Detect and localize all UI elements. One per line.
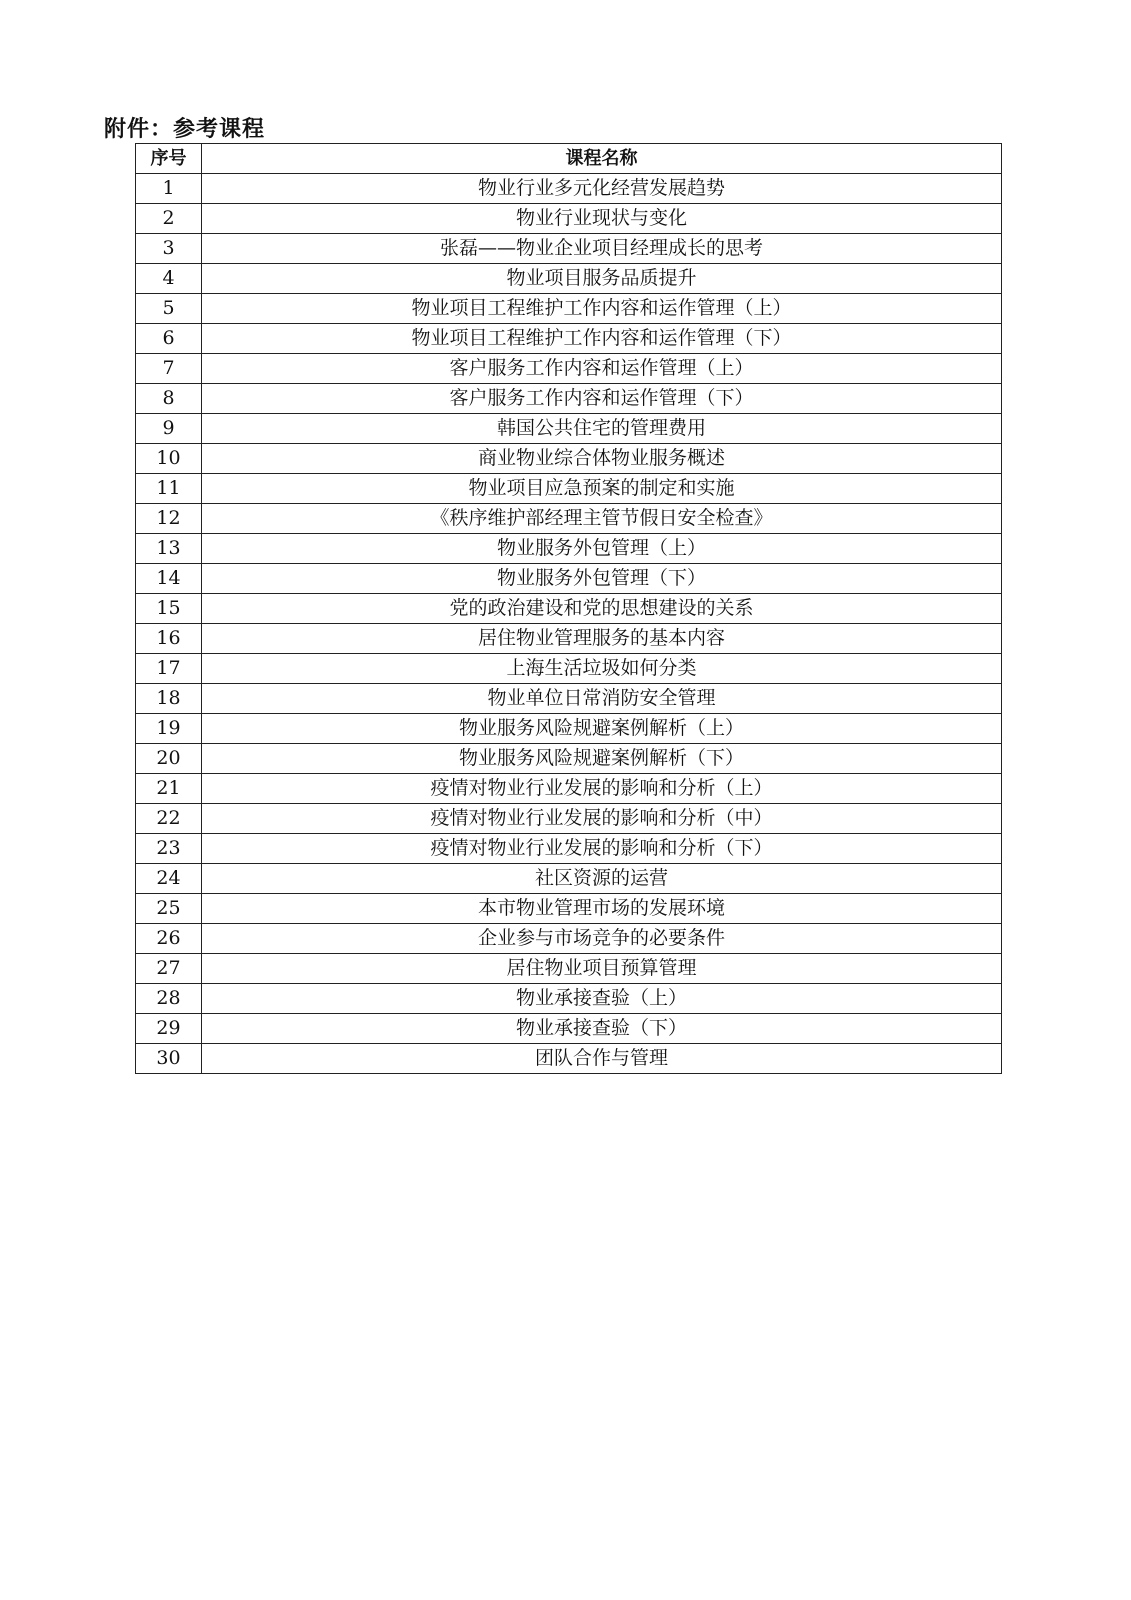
row-course-name: 物业服务风险规避案例解析（下） xyxy=(202,744,1002,774)
row-course-name: 物业项目服务品质提升 xyxy=(202,264,1002,294)
row-number: 29 xyxy=(136,1014,202,1044)
row-course-name: 企业参与市场竞争的必要条件 xyxy=(202,924,1002,954)
table-row xyxy=(136,774,1002,804)
table-row xyxy=(136,654,1002,684)
table-row xyxy=(136,324,1002,354)
table-row xyxy=(136,684,1002,714)
table-row xyxy=(136,354,1002,384)
table-row xyxy=(136,444,1002,474)
row-number: 15 xyxy=(136,594,202,624)
row-course-name: 物业项目工程维护工作内容和运作管理（上） xyxy=(202,294,1002,324)
header-number: 序号 xyxy=(136,144,202,174)
table-row xyxy=(136,384,1002,414)
row-course-name: 《秩序维护部经理主管节假日安全检查》 xyxy=(202,504,1002,534)
table-row xyxy=(136,534,1002,564)
row-course-name: 商业物业综合体物业服务概述 xyxy=(202,444,1002,474)
row-number: 9 xyxy=(136,414,202,444)
row-course-name: 物业服务外包管理（下） xyxy=(202,564,1002,594)
table-row xyxy=(136,954,1002,984)
row-number: 24 xyxy=(136,864,202,894)
row-course-name: 居住物业项目预算管理 xyxy=(202,954,1002,984)
table-row xyxy=(136,834,1002,864)
row-number: 20 xyxy=(136,744,202,774)
row-course-name: 物业承接查验（上） xyxy=(202,984,1002,1014)
table-row xyxy=(136,804,1002,834)
row-number: 28 xyxy=(136,984,202,1014)
table-row xyxy=(136,234,1002,264)
row-number: 1 xyxy=(136,174,202,204)
row-course-name: 物业行业多元化经营发展趋势 xyxy=(202,174,1002,204)
row-course-name: 客户服务工作内容和运作管理（上） xyxy=(202,354,1002,384)
table-row xyxy=(136,264,1002,294)
table-row xyxy=(136,894,1002,924)
table-row xyxy=(136,924,1002,954)
row-number: 19 xyxy=(136,714,202,744)
header-course-name: 课程名称 xyxy=(202,144,1002,174)
row-number: 27 xyxy=(136,954,202,984)
table-header-row xyxy=(136,144,1002,174)
table-row xyxy=(136,624,1002,654)
row-number: 26 xyxy=(136,924,202,954)
table-body xyxy=(136,174,1002,1074)
row-course-name: 疫情对物业行业发展的影响和分析（下） xyxy=(202,834,1002,864)
row-course-name: 客户服务工作内容和运作管理（下） xyxy=(202,384,1002,414)
row-number: 7 xyxy=(136,354,202,384)
row-number: 11 xyxy=(136,474,202,504)
table-row xyxy=(136,864,1002,894)
table-row xyxy=(136,504,1002,534)
row-number: 12 xyxy=(136,504,202,534)
table-row xyxy=(136,564,1002,594)
row-number: 14 xyxy=(136,564,202,594)
row-course-name: 物业服务风险规避案例解析（上） xyxy=(202,714,1002,744)
table-row xyxy=(136,1014,1002,1044)
row-number: 17 xyxy=(136,654,202,684)
row-number: 5 xyxy=(136,294,202,324)
table-row xyxy=(136,294,1002,324)
table-row xyxy=(136,744,1002,774)
row-number: 23 xyxy=(136,834,202,864)
row-course-name: 居住物业管理服务的基本内容 xyxy=(202,624,1002,654)
row-course-name: 物业行业现状与变化 xyxy=(202,204,1002,234)
row-number: 21 xyxy=(136,774,202,804)
course-table xyxy=(135,143,1002,1074)
row-number: 10 xyxy=(136,444,202,474)
row-course-name: 物业服务外包管理（上） xyxy=(202,534,1002,564)
table-row xyxy=(136,714,1002,744)
row-number: 8 xyxy=(136,384,202,414)
row-course-name: 社区资源的运营 xyxy=(202,864,1002,894)
table-row xyxy=(136,174,1002,204)
row-number: 2 xyxy=(136,204,202,234)
row-course-name: 疫情对物业行业发展的影响和分析（中） xyxy=(202,804,1002,834)
row-number: 22 xyxy=(136,804,202,834)
row-number: 6 xyxy=(136,324,202,354)
row-course-name: 上海生活垃圾如何分类 xyxy=(202,654,1002,684)
table-row xyxy=(136,1044,1002,1074)
table-row xyxy=(136,414,1002,444)
row-course-name: 张磊——物业企业项目经理成长的思考 xyxy=(202,234,1002,264)
row-number: 25 xyxy=(136,894,202,924)
row-number: 16 xyxy=(136,624,202,654)
table-row xyxy=(136,204,1002,234)
table-row xyxy=(136,984,1002,1014)
page-title: 附件：参考课程 xyxy=(104,117,266,142)
row-course-name: 党的政治建设和党的思想建设的关系 xyxy=(202,594,1002,624)
table-row xyxy=(136,474,1002,504)
row-course-name: 物业项目工程维护工作内容和运作管理（下） xyxy=(202,324,1002,354)
row-course-name: 物业单位日常消防安全管理 xyxy=(202,684,1002,714)
row-course-name: 本市物业管理市场的发展环境 xyxy=(202,894,1002,924)
row-number: 4 xyxy=(136,264,202,294)
row-course-name: 团队合作与管理 xyxy=(202,1044,1002,1074)
row-course-name: 疫情对物业行业发展的影响和分析（上） xyxy=(202,774,1002,804)
row-course-name: 物业项目应急预案的制定和实施 xyxy=(202,474,1002,504)
row-number: 18 xyxy=(136,684,202,714)
row-course-name: 物业承接查验（下） xyxy=(202,1014,1002,1044)
row-number: 3 xyxy=(136,234,202,264)
table-row xyxy=(136,594,1002,624)
row-number: 13 xyxy=(136,534,202,564)
row-course-name: 韩国公共住宅的管理费用 xyxy=(202,414,1002,444)
row-number: 30 xyxy=(136,1044,202,1074)
